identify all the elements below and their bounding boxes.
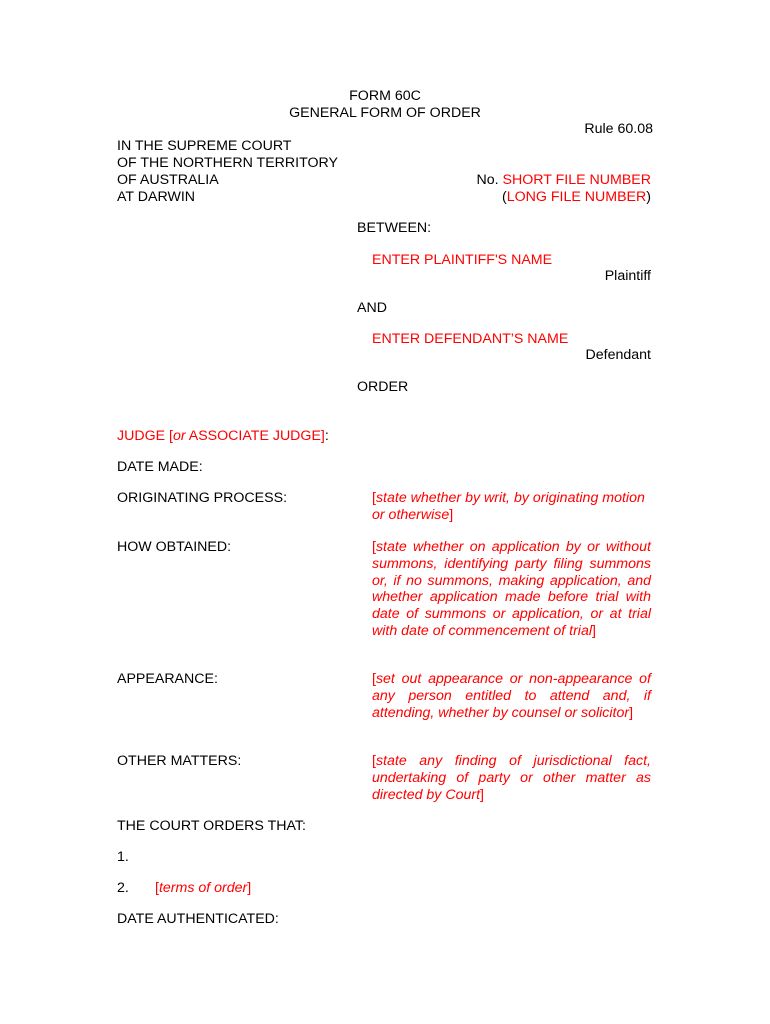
judge-label-end: ASSOCIATE JUDGE] <box>185 428 325 444</box>
court-line-1: IN THE SUPREME COURT <box>117 138 292 154</box>
and-label: AND <box>357 300 387 316</box>
order-item-2-number: 2. <box>117 880 129 896</box>
originating-process-label: ORIGINATING PROCESS: <box>117 490 288 506</box>
court-line-3: OF AUSTRALIA <box>117 172 219 188</box>
defendant-role: Defendant <box>585 347 651 363</box>
long-file-number-line <box>502 189 651 206</box>
order-item-2-text: [terms of order] <box>155 880 252 896</box>
court-line-4: AT DARWIN <box>117 189 196 205</box>
plaintiff-role: Plaintiff <box>604 268 651 284</box>
order-item-1-number: 1. <box>117 849 129 865</box>
appearance-value: [set out appearance or non-appearance of any person entitled to attend and, if attending, whether by counsel or solicitor] <box>372 671 651 721</box>
long-file-close-paren: ) <box>646 189 651 205</box>
court-line-2: OF THE NORTHERN TERRITORY <box>117 155 338 171</box>
short-file-number-line <box>476 172 651 189</box>
judge-or: or <box>172 428 186 444</box>
originating-process-value: [state whether by writ, by originating motion or otherwise] <box>372 490 645 523</box>
judge-colon: : <box>324 428 329 444</box>
appearance-label: APPEARANCE: <box>117 671 218 687</box>
order-heading: ORDER <box>357 379 409 395</box>
defendant-name: ENTER DEFENDANT’S NAME <box>372 331 569 347</box>
how-obtained-label: HOW OBTAINED: <box>117 539 232 555</box>
rule-reference: Rule 60.08 <box>584 121 653 137</box>
long-file-number: LONG FILE NUMBER <box>506 189 647 205</box>
how-obtained-value: [state whether on application by or without summons, identifying party filing summons or, if no summons, making application, and whether application made before trial with date of summons or application, or at trial with date of commencement of trial] <box>372 539 651 639</box>
judge-label-start: JUDGE [ <box>117 428 173 444</box>
other-matters-label: OTHER MATTERS: <box>117 753 242 769</box>
date-made-label: DATE MADE: <box>117 459 203 475</box>
between-label: BETWEEN: <box>357 220 432 236</box>
court-orders-heading: THE COURT ORDERS THAT: <box>117 818 306 834</box>
short-file-number: SHORT FILE NUMBER <box>502 172 651 188</box>
date-authenticated-label: DATE AUTHENTICATED: <box>117 911 279 927</box>
plaintiff-name: ENTER PLAINTIFF'S NAME <box>372 252 553 268</box>
long-file-open-paren: ( <box>501 189 507 205</box>
form-number: FORM 60C <box>349 88 421 104</box>
other-matters-value: [state any finding of jurisdictional fact, undertaking of party or other matter as directed by Court] <box>372 753 651 803</box>
form-title: GENERAL FORM OF ORDER <box>289 105 481 121</box>
file-number-prefix: No. <box>476 172 503 188</box>
judge-line <box>117 428 329 445</box>
